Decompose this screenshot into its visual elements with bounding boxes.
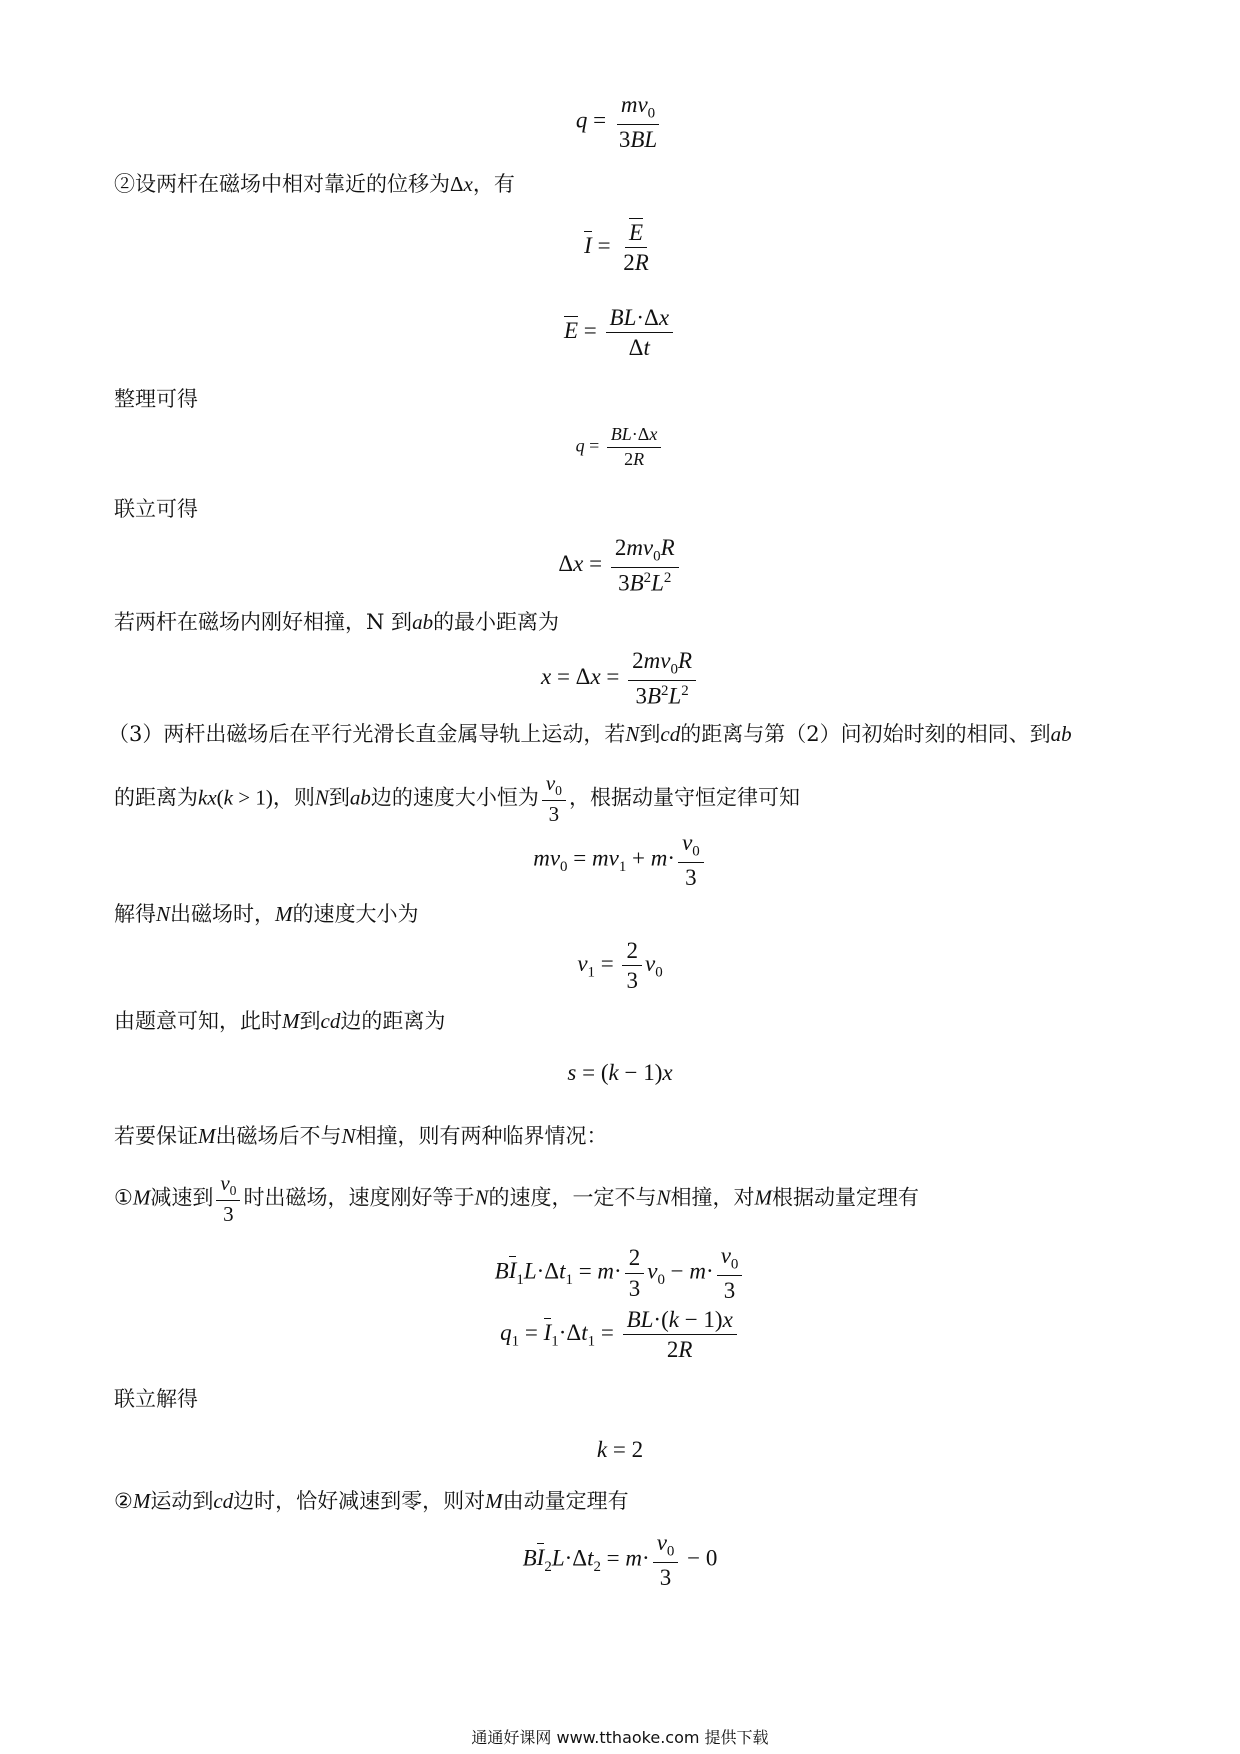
equation-average-emf: E = $\frac{BL\cdot\Delta x}{\Delta t}$ (0, 305, 1240, 361)
equation-q-displacement: q = $\frac{BL\cdot\Delta x}{2R}$ (0, 425, 1240, 470)
equation-x-min: x = Δx = $\frac{2mv_0R}{3B^2L^2}$ (0, 648, 1240, 709)
text-segment: 运动到 (150, 1489, 214, 1513)
text-segment: ，有 (472, 172, 515, 196)
equation-delta-x: Δx = $\frac{2mv_0R}{3B^2L^2}$ (0, 535, 1240, 596)
text-segment: 到 (299, 1009, 321, 1033)
text-segment: 的速度大小为 (292, 902, 419, 926)
equation-k: k = 2 (596, 1437, 644, 1462)
text-segment: 的速度，一定不与 (488, 1185, 657, 1210)
paragraph-solve-v1: 解得N出磁场时，M的速度大小为 (114, 902, 419, 926)
text-segment: 的距离为 (114, 785, 198, 810)
text-segment: 相撞，则有两种临界情况： (355, 1124, 608, 1148)
text-segment: ② (114, 1489, 133, 1513)
text-segment: ，则 (272, 785, 315, 810)
text-segment: 由动量定理有 (502, 1489, 629, 1513)
text-segment: 由题意可知，此时 (114, 1009, 282, 1033)
paragraph-collision-distance: 若两杆在磁场内刚好相撞，N 到ab的最小距离为 (114, 610, 560, 634)
text-segment: 联立解得 (114, 1387, 198, 1411)
text-segment: 边的距离为 (340, 1009, 446, 1033)
paragraph-displacement-intro: ②设两杆在磁场中相对靠近的位移为Δx，有 (114, 172, 515, 196)
text-segment: 相撞，对 (670, 1185, 755, 1210)
text-segment: ，根据动量守恒定律可知 (569, 785, 800, 810)
text-segment: 出磁场后不与 (215, 1124, 342, 1148)
paragraph-case-2: ②M运动到cd边时，恰好减速到零，则对M由动量定理有 (114, 1489, 629, 1513)
equation-s: s = (k − 1)x (567, 1060, 673, 1085)
text-segment: 根据动量定理有 (772, 1185, 920, 1210)
text-segment: 到 (639, 722, 661, 746)
paragraph-two-cases: 若要保证M出磁场后不与N相撞，则有两种临界情况： (114, 1124, 608, 1148)
paragraph-part3-line1: （3）两杆出磁场后在平行光滑长直金属导轨上运动，若N到cd的距离与第（2）问初始时刻的相同、到ab (108, 722, 1072, 746)
text-segment: 解得 (114, 902, 156, 926)
text-segment: 联立可得 (114, 497, 198, 521)
paragraph-solve-k (114, 1385, 198, 1413)
equation-average-current: I = $\frac{E}{2R}$ (584, 220, 649, 276)
text-segment: 出磁场时， (170, 902, 276, 926)
text-segment: 整理可得 (114, 387, 198, 411)
text-segment: 减速到 (150, 1185, 214, 1210)
paragraph-combine (114, 495, 198, 523)
text-segment: 边时，恰好减速到零，则对 (233, 1489, 486, 1513)
paragraph-distance-s: 由题意可知，此时M到cd边的距离为 (114, 1009, 446, 1033)
text-segment: （3）两杆出磁场后在平行光滑长直金属导轨上运动，若 (108, 722, 626, 746)
text-segment: 的距离与第（2）问初始时刻的相同、到 (680, 722, 1051, 746)
equation-q-charge: q = $\frac{mv_0}{3BL}$ (575, 92, 658, 153)
equation-momentum: $mv_0 = mv_1 + m\cdot$ $\frac{v_0}{3}$ (0, 830, 1240, 890)
paragraph-rearrange (114, 385, 198, 413)
equation-impulse-2: $BI_2L\cdot\Delta t_2 = m\cdot$ $\frac{v_0}{3}$ − 0 (522, 1530, 718, 1591)
text-segment: 若两杆在磁场内刚好相撞，N 到 (114, 610, 413, 634)
text-segment: 若要保证 (114, 1124, 198, 1148)
equation-q1: $q_1 = I_1\cdot\Delta t_1$ = $\frac{BL\cdot(k - 1)x}{2R}$ (0, 1307, 1240, 1363)
equation-v1: $v_1$ = $\frac{2}{3}$ $v_0$ (577, 938, 663, 994)
text-segment: ① (114, 1185, 133, 1210)
text-segment: ②设两杆在磁场中相对靠近的位移为 (114, 172, 450, 196)
paragraph-case-1: ①M减速到 $\frac{v_0}{3}$ 时出磁场，速度刚好等于N的速度，一定不与N相撞，对M根据动量定理有 (114, 1171, 920, 1227)
text-segment: 到 (328, 785, 350, 810)
text-segment: 时出磁场，速度刚好等于 (243, 1185, 475, 1210)
text-segment: 的最小距离为 (433, 610, 560, 634)
page-footer: 通通好课网 www.tthaoke.com 提供下载 (471, 1728, 769, 1747)
text-segment: 边的速度大小恒为 (370, 785, 539, 810)
paragraph-part3-line2: 的距离为kx(k > 1)，则N到ab边的速度大小恒为 $\frac{v_0}{3}$ ，根据动量守恒定律可知 (114, 771, 800, 827)
equation-impulse-1: $BI_1L\cdot\Delta t_1 = m\cdot$ $\frac{2}{3}$ $v_0 - m\cdot$ $\frac{v_0}{3}$ (0, 1243, 1240, 1303)
